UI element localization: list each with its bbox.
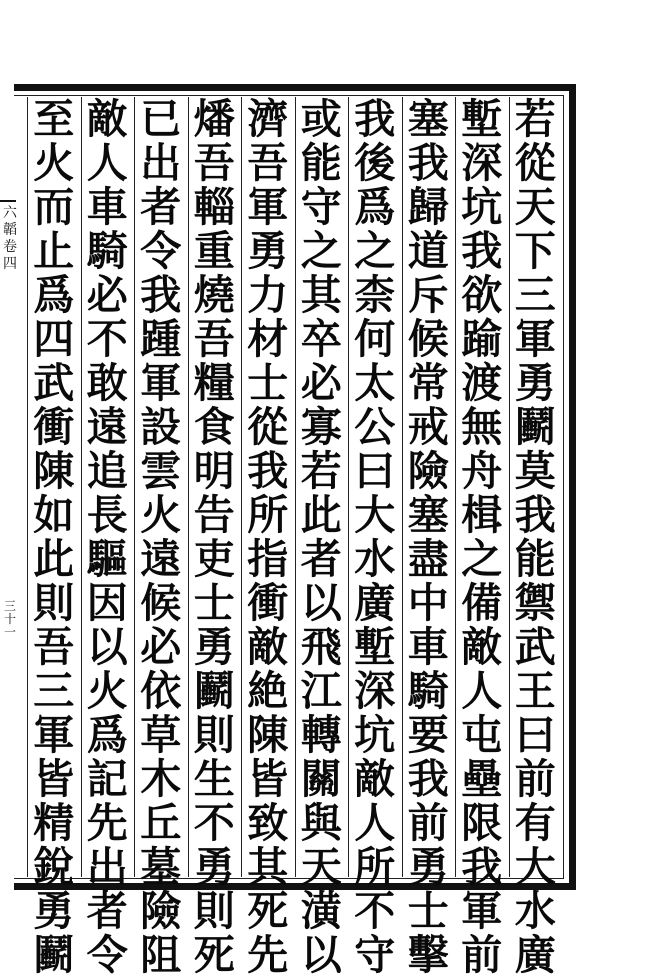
glyph: 江: [300, 667, 342, 715]
glyph: 險: [407, 447, 449, 495]
glyph: 若: [300, 447, 342, 495]
glyph: 與: [300, 799, 342, 847]
glyph: 令: [86, 931, 128, 979]
glyph: 敵: [86, 95, 128, 143]
glyph: 陳: [247, 711, 289, 759]
glyph: 火: [86, 667, 128, 715]
glyph: 踰: [461, 315, 503, 363]
glyph: 轉: [300, 711, 342, 759]
glyph: 敵: [247, 623, 289, 671]
glyph: 道: [407, 227, 449, 275]
glyph: 戒: [407, 403, 449, 451]
glyph: 有: [514, 799, 556, 847]
glyph: 我: [461, 227, 503, 275]
glyph: 陳: [33, 447, 75, 495]
glyph: 軍: [140, 359, 182, 407]
glyph: 前: [407, 799, 449, 847]
glyph: 限: [461, 799, 503, 847]
glyph: 吏: [193, 535, 235, 583]
glyph: 能: [300, 139, 342, 187]
glyph: 前: [514, 755, 556, 803]
glyph: 此: [300, 491, 342, 539]
glyph: 我: [514, 491, 556, 539]
glyph: 不: [86, 315, 128, 363]
glyph: 前: [461, 931, 503, 979]
glyph: 士: [407, 887, 449, 935]
glyph: 寡: [300, 403, 342, 451]
glyph: 軍: [247, 183, 289, 231]
glyph: 舟: [461, 447, 503, 495]
glyph: 則: [33, 579, 75, 627]
glyph: 車: [86, 183, 128, 231]
glyph: 火: [33, 139, 75, 187]
glyph: 墓: [140, 843, 182, 891]
glyph: 盡: [407, 535, 449, 583]
glyph: 先: [247, 931, 289, 979]
margin-page-char: 一: [4, 625, 17, 639]
text-column-5: [297, 95, 347, 979]
glyph: 我: [407, 755, 449, 803]
glyph: 燔: [193, 95, 235, 143]
glyph: 勇: [193, 843, 235, 891]
column-divider: [27, 97, 28, 877]
glyph: 能: [514, 535, 556, 583]
glyph: 先: [86, 799, 128, 847]
glyph: 出: [86, 843, 128, 891]
glyph: 水: [514, 887, 556, 935]
glyph: 踵: [140, 315, 182, 363]
glyph: 備: [461, 579, 503, 627]
glyph: 吾: [33, 623, 75, 671]
glyph: 四: [33, 315, 75, 363]
margin-page-char: 三: [4, 599, 17, 613]
glyph: 則: [193, 711, 235, 759]
glyph: 止: [33, 227, 75, 275]
glyph: 勇: [33, 887, 75, 935]
glyph: 深: [354, 667, 396, 715]
column-divider: [402, 97, 403, 877]
glyph: 者: [300, 535, 342, 583]
glyph: 渡: [461, 359, 503, 407]
glyph: 公: [354, 403, 396, 451]
glyph: 輜: [193, 183, 235, 231]
glyph: 勇: [407, 843, 449, 891]
glyph: 致: [247, 799, 289, 847]
glyph: 驅: [86, 535, 128, 583]
margin-title: [2, 205, 18, 273]
glyph: 者: [86, 887, 128, 935]
glyph: 生: [193, 755, 235, 803]
glyph: 後: [354, 139, 396, 187]
glyph: 從: [247, 403, 289, 451]
glyph: 所: [247, 491, 289, 539]
glyph: 擊: [407, 931, 449, 979]
glyph: 莫: [514, 447, 556, 495]
glyph: 曰: [354, 447, 396, 495]
glyph: 禦: [514, 579, 556, 627]
glyph: 敵: [461, 623, 503, 671]
glyph: 武: [33, 359, 75, 407]
glyph: 三: [514, 271, 556, 319]
glyph: 雲: [140, 447, 182, 495]
text-column-4: [350, 95, 400, 979]
glyph: 爲: [86, 711, 128, 759]
glyph: 明: [193, 447, 235, 495]
glyph: 斥: [407, 271, 449, 319]
glyph: 如: [33, 491, 75, 539]
glyph: 必: [300, 359, 342, 407]
glyph: 我: [407, 139, 449, 187]
glyph: 其: [247, 843, 289, 891]
glyph: 不: [193, 799, 235, 847]
glyph: 塞: [407, 95, 449, 143]
text-column-1: [511, 95, 561, 979]
glyph: 險: [140, 887, 182, 935]
glyph: 因: [86, 579, 128, 627]
glyph: 大: [514, 843, 556, 891]
glyph: 則: [193, 887, 235, 935]
column-divider: [241, 97, 242, 877]
glyph: 車: [407, 623, 449, 671]
glyph: 王: [514, 667, 556, 715]
glyph: 勇: [193, 623, 235, 671]
glyph: 坑: [354, 711, 396, 759]
glyph: 我: [140, 271, 182, 319]
glyph: 三: [33, 667, 75, 715]
text-column-8: [136, 95, 186, 979]
glyph: 銳: [33, 843, 75, 891]
glyph: 食: [193, 403, 235, 451]
glyph: 燒: [193, 271, 235, 319]
glyph: 遠: [140, 535, 182, 583]
text-column-10: [29, 95, 79, 979]
glyph: 丘: [140, 799, 182, 847]
glyph: 塹: [354, 623, 396, 671]
glyph: 材: [247, 315, 289, 363]
glyph: 武: [514, 623, 556, 671]
glyph: 人: [86, 139, 128, 187]
glyph: 鬬: [514, 403, 556, 451]
glyph: 天: [300, 843, 342, 891]
glyph: 欲: [461, 271, 503, 319]
column-divider: [188, 97, 189, 877]
glyph: 中: [407, 579, 449, 627]
glyph: 屯: [461, 711, 503, 759]
glyph: 軍: [33, 711, 75, 759]
glyph: 指: [247, 535, 289, 583]
glyph: 以: [300, 579, 342, 627]
glyph: 楫: [461, 491, 503, 539]
glyph: 已: [140, 95, 182, 143]
glyph: 軍: [461, 887, 503, 935]
glyph: 設: [140, 403, 182, 451]
margin-title-char: 韜: [3, 222, 17, 238]
text-column-3: [404, 95, 454, 979]
glyph: 人: [354, 799, 396, 847]
text-column-2: [457, 95, 507, 979]
glyph: 衝: [247, 579, 289, 627]
glyph: 騎: [407, 667, 449, 715]
glyph: 勇: [247, 227, 289, 275]
glyph: 者: [140, 183, 182, 231]
glyph: 衝: [33, 403, 75, 451]
glyph: 吾: [193, 139, 235, 187]
glyph: 騎: [86, 227, 128, 275]
margin-page-char: 十: [4, 612, 17, 626]
glyph: 長: [86, 491, 128, 539]
glyph: 從: [514, 139, 556, 187]
glyph: 之: [300, 227, 342, 275]
margin-page-number: [4, 600, 16, 639]
column-divider: [348, 97, 349, 877]
glyph: 我: [354, 95, 396, 143]
glyph: 追: [86, 447, 128, 495]
glyph: 阻: [140, 931, 182, 979]
glyph: 必: [86, 271, 128, 319]
glyph: 歸: [407, 183, 449, 231]
glyph: 太: [354, 359, 396, 407]
glyph: 精: [33, 799, 75, 847]
glyph: 廣: [514, 931, 556, 979]
glyph: 我: [461, 843, 503, 891]
glyph: 下: [514, 227, 556, 275]
glyph: 皆: [247, 755, 289, 803]
glyph: 力: [247, 271, 289, 319]
glyph: 濟: [247, 95, 289, 143]
glyph: 或: [300, 95, 342, 143]
column-divider: [295, 97, 296, 877]
glyph: 柰: [354, 271, 396, 319]
text-column-7: [190, 95, 240, 979]
glyph: 死: [193, 931, 235, 979]
glyph: 士: [193, 579, 235, 627]
glyph: 敢: [86, 359, 128, 407]
glyph: 勇: [514, 359, 556, 407]
glyph: 水: [354, 535, 396, 583]
glyph: 深: [461, 139, 503, 187]
glyph: 關: [300, 755, 342, 803]
glyph: 無: [461, 403, 503, 451]
glyph: 守: [354, 931, 396, 979]
margin-title-char: 六: [3, 205, 17, 221]
column-divider: [509, 97, 510, 877]
glyph: 塞: [407, 491, 449, 539]
glyph: 飛: [300, 623, 342, 671]
glyph: 死: [247, 887, 289, 935]
glyph: 人: [461, 667, 503, 715]
glyph: 糧: [193, 359, 235, 407]
glyph: 壘: [461, 755, 503, 803]
column-divider: [134, 97, 135, 877]
glyph: 軍: [514, 315, 556, 363]
glyph: 要: [407, 711, 449, 759]
glyph: 以: [86, 623, 128, 671]
glyph: 其: [300, 271, 342, 319]
glyph: 我: [247, 447, 289, 495]
glyph: 以: [300, 931, 342, 979]
glyph: 常: [407, 359, 449, 407]
glyph: 告: [193, 491, 235, 539]
glyph: 鬬: [33, 931, 75, 979]
glyph: 至: [33, 95, 75, 143]
glyph: 候: [140, 579, 182, 627]
glyph: 爲: [33, 271, 75, 319]
glyph: 重: [193, 227, 235, 275]
glyph: 絶: [247, 667, 289, 715]
glyph: 潢: [300, 887, 342, 935]
glyph: 廣: [354, 579, 396, 627]
text-column-6: [243, 95, 293, 979]
glyph: 士: [247, 359, 289, 407]
glyph: 依: [140, 667, 182, 715]
glyph: 敵: [354, 755, 396, 803]
glyph: 何: [354, 315, 396, 363]
glyph: 木: [140, 755, 182, 803]
fish-tail-mark: [0, 200, 16, 202]
glyph: 卒: [300, 315, 342, 363]
glyph: 爲: [354, 183, 396, 231]
glyph: 守: [300, 183, 342, 231]
glyph: 此: [33, 535, 75, 583]
glyph: 若: [514, 95, 556, 143]
glyph: 令: [140, 227, 182, 275]
glyph: 遠: [86, 403, 128, 451]
glyph: 所: [354, 843, 396, 891]
glyph: 吾: [247, 139, 289, 187]
glyph: 吾: [193, 315, 235, 363]
column-divider: [455, 97, 456, 877]
glyph: 坑: [461, 183, 503, 231]
glyph: 大: [354, 491, 396, 539]
glyph: 不: [354, 887, 396, 935]
glyph: 鬬: [193, 667, 235, 715]
glyph: 火: [140, 491, 182, 539]
glyph: 出: [140, 139, 182, 187]
glyph: 必: [140, 623, 182, 671]
glyph: 之: [461, 535, 503, 583]
text-column-9: [83, 95, 133, 979]
glyph: 天: [514, 183, 556, 231]
glyph: 之: [354, 227, 396, 275]
glyph: 皆: [33, 755, 75, 803]
margin-title-char: 卷: [3, 239, 17, 255]
glyph: 草: [140, 711, 182, 759]
glyph: 而: [33, 183, 75, 231]
glyph: 候: [407, 315, 449, 363]
margin-title-char: 四: [3, 256, 17, 272]
column-divider: [81, 97, 82, 877]
glyph: 記: [86, 755, 128, 803]
glyph: 塹: [461, 95, 503, 143]
glyph: 曰: [514, 711, 556, 759]
